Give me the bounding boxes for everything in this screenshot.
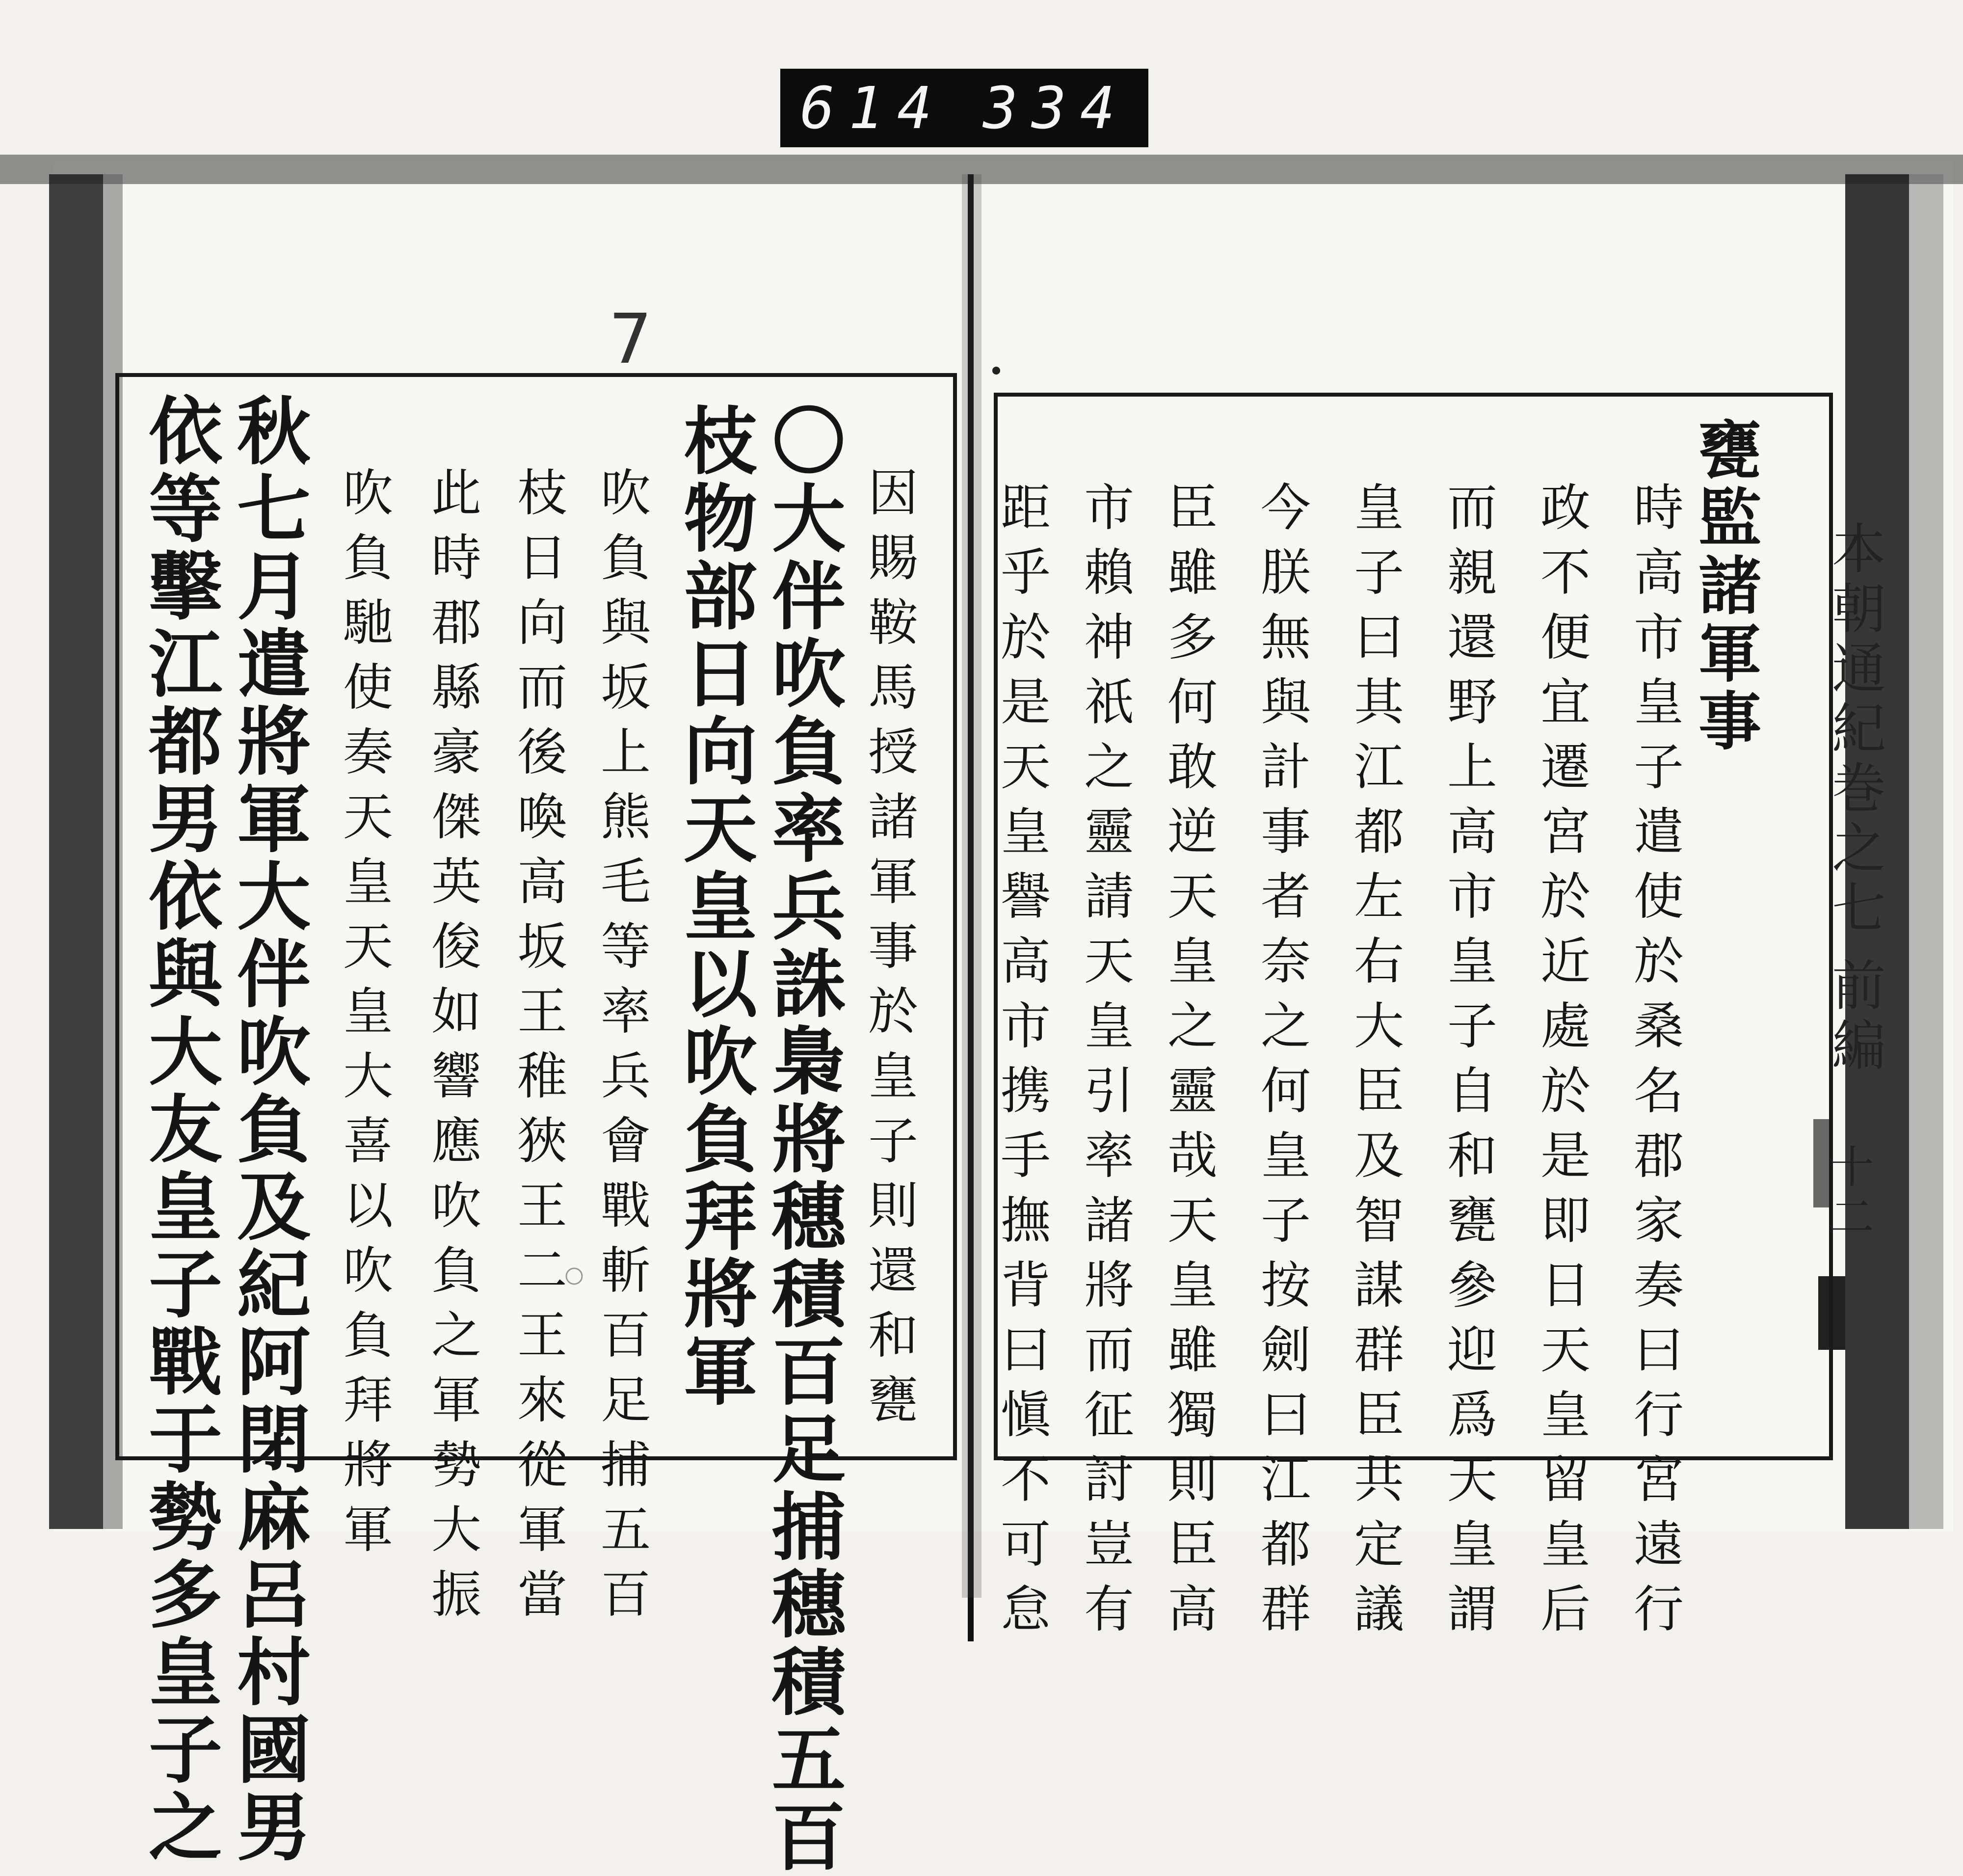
catalog-code-left: 614 bbox=[800, 74, 946, 142]
catalog-code-right: 334 bbox=[982, 74, 1129, 142]
section-heading: 甕監諸軍事 bbox=[1688, 417, 1761, 756]
text-column: 枝日向而後喚高坂王稚狹王二王來從軍當 bbox=[509, 466, 567, 1633]
text-column: 政不便宜遷宮於近處於是即日天皇留皇后 bbox=[1532, 481, 1591, 1647]
pencil-mark: 7 bbox=[609, 299, 653, 379]
text-column-main: 秋七月遣將軍大伴吹負及紀阿閉麻呂村國男 bbox=[224, 393, 311, 1866]
text-column: 吹負馳使奏天皇天皇大喜以吹負拜將軍 bbox=[335, 466, 393, 1568]
text-column: 而親還野上高市皇子自和甕參迎爲天皇謂 bbox=[1439, 481, 1497, 1647]
text-column: 今朕無與計事者奈之何皇子按劍曰江都群 bbox=[1252, 481, 1311, 1647]
catalog-label bbox=[780, 69, 1148, 147]
text-column: 時高市皇子遣使於桑名郡家奏曰行宮遠行 bbox=[1625, 481, 1684, 1647]
text-column: 距乎於是天皇譽高市携手撫背曰愼不可怠 bbox=[992, 481, 1051, 1647]
text-column-main: 枝物部日向天皇以吹負拜將軍 bbox=[671, 402, 757, 1411]
text-column: 吹負與坂上熊毛等率兵會戰斬百足捕五百 bbox=[592, 466, 651, 1633]
margin-section: 前編 bbox=[1823, 957, 1886, 1077]
text-column-main: 〇大伴吹負率兵誅梟將穗積百足捕穗積五百 bbox=[759, 402, 846, 1876]
text-column: 皇子曰其江都左右大臣及智謀群臣共定議 bbox=[1346, 481, 1404, 1647]
margin-page-number: 十二 bbox=[1822, 1144, 1874, 1244]
text-column: 臣雖多何敢逆天皇之靈哉天皇雖獨則臣高 bbox=[1159, 481, 1218, 1647]
text-column: 因賜鞍馬授諸軍事於皇子則還和甕 bbox=[860, 466, 918, 1438]
text-column: 此時郡縣豪傑英俊如響應吹負之軍勢大振 bbox=[423, 466, 481, 1633]
text-column: 市賴神祇之靈請天皇引率諸將而征討豈有 bbox=[1076, 481, 1134, 1647]
margin-book-title: 本朝通紀巻之七 bbox=[1823, 520, 1886, 939]
text-column-main: 依等擊江都男依與大友皇子戰于勢多皇子之 bbox=[136, 393, 222, 1866]
